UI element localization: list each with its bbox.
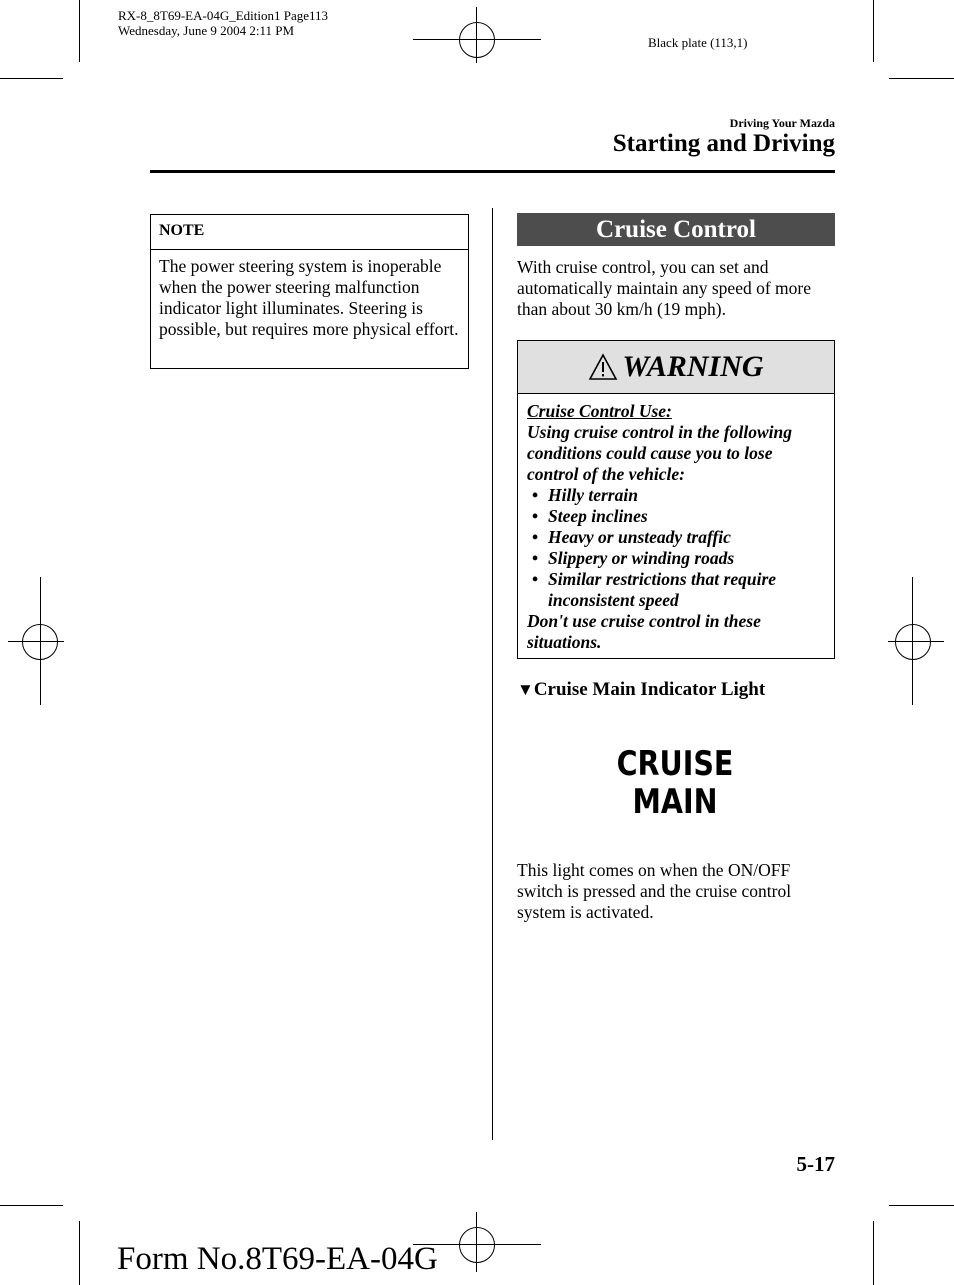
warning-box: [517, 340, 835, 659]
plate-label: Black plate (113,1): [648, 35, 748, 50]
header-rule: [150, 170, 835, 173]
section-title: Driving Your Mazda: [729, 116, 835, 130]
crop-mark: [0, 78, 63, 79]
list-item: • Hilly terrain: [527, 485, 827, 506]
indicator-graphic-line2: MAIN: [632, 782, 718, 822]
warning-triangle-icon: [588, 353, 618, 381]
note-box: [150, 214, 469, 369]
cruise-control-intro: With cruise control, you can set and automatically maintain any speed of more than about 30 km/h (19 mph).: [517, 257, 811, 319]
list-item: • Heavy or unsteady traffic: [527, 527, 827, 548]
indicator-heading: [517, 679, 765, 701]
warning-list: [527, 485, 827, 611]
crop-mark: [873, 0, 874, 62]
note-title: NOTE: [159, 222, 205, 239]
warning-header: [518, 341, 834, 394]
column-divider: [492, 208, 493, 1140]
cruise-main-indicator-graphic: [595, 745, 755, 821]
crop-mark: [79, 1221, 80, 1285]
warning-body: [527, 401, 827, 653]
note-body: The power steering system is inoperable when the power steering malfunction indicator light illuminates. Steering is possible, but requires more physical effort.: [159, 256, 459, 339]
crop-mark: [873, 1221, 874, 1285]
warning-lead: Using cruise control in the following conditions could cause you to lose control of the vehicle:: [527, 422, 792, 484]
form-number: Form No.8T69-EA-04G: [117, 1241, 438, 1277]
list-item: • Slippery or winding roads: [527, 548, 827, 569]
chapter-title: Starting and Driving: [612, 130, 835, 157]
list-item: • Similar restrictions that require inconsistent speed: [527, 569, 827, 611]
print-metadata-file: RX-8_8T69-EA-04G_Edition1 Page113: [118, 8, 329, 23]
cruise-control-heading: Cruise Control: [517, 213, 835, 246]
indicator-description: This light comes on when the ON/OFF switch is pressed and the cruise control system is activated.: [517, 860, 792, 922]
triangle-down-icon: ▼: [517, 680, 534, 699]
indicator-heading-text: Cruise Main Indicator Light: [533, 679, 766, 700]
list-item: • Steep inclines: [527, 506, 827, 527]
crop-mark: [79, 0, 80, 62]
note-divider: [151, 249, 468, 250]
print-metadata: [118, 8, 328, 38]
warning-label: WARNING: [622, 350, 764, 383]
page-number: 5-17: [796, 1152, 835, 1176]
warning-subtitle: Cruise Control Use:: [527, 401, 672, 421]
crop-mark: [889, 78, 954, 79]
print-metadata-date: Wednesday, June 9 2004 2:11 PM: [118, 23, 295, 38]
crop-mark: [0, 1205, 63, 1206]
crop-mark: [889, 1205, 954, 1206]
warning-closing: Don't use cruise control in these situations.: [527, 611, 761, 652]
indicator-graphic-line1: CRUISE: [616, 744, 734, 784]
